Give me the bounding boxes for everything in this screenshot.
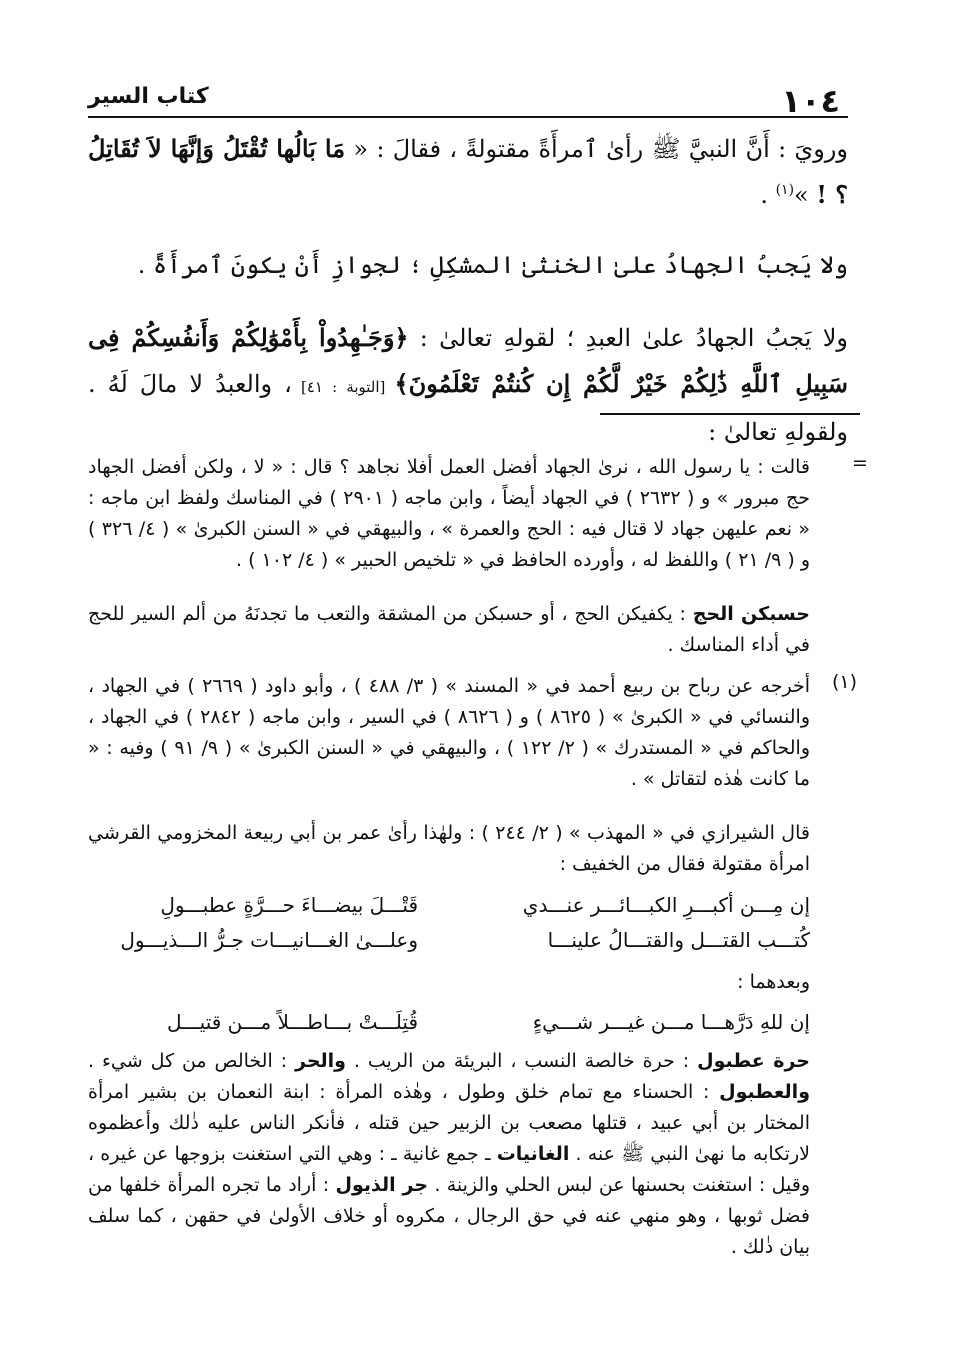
footnote-1-mark: (١) [832, 671, 858, 693]
footnote-ref-1: (١) [775, 182, 795, 198]
p3-intro: ولا يَجبُ الجهادُ علىٰ العبدِ ؛ لقولهِ تعالىٰ : [408, 324, 848, 352]
verse-hemistich: إن للهِ دَرَّهـــا مـــن غيـــر شـــيءٍ [532, 1010, 810, 1034]
gloss-text: ـ جمع غانية ـ : وهي التي استغنت بزوجها عن غيره ، وقيل : استغنت بحسنها عن لبس الحلي والزينة . [88, 1143, 810, 1196]
after-text: وبعدهما : [737, 971, 810, 993]
glossary-notes [88, 1046, 810, 1263]
verse-line-1 [88, 893, 810, 927]
p1-tail: . [760, 181, 776, 209]
verse-line-2 [88, 928, 810, 962]
verse-hemistich: كُتـــب القتـــل والقتـــالُ علينـــا [547, 928, 810, 952]
p1-intro: ورويَ : أَنَّ النبيَّ ﷺ رأىٰ ٱمرأَةً مقتولةً ، فقالَ : « [345, 135, 848, 163]
gloss-term: حسبكن الحج [692, 603, 810, 625]
footnote-1-text: أخرجه عن رباح بن ربيع أحمد في « المسند » ( ٣/ ٤٨٨ ) ، وأبو داود ( ٢٦٦٩ ) في الجهاد ، والنسائي في « الكبرىٰ » ( ٨٦٢٥ ) و ( ٨٦٢٦ ) في السير ، وابن ماجه ( ٢٨٤٢ ) في الجهاد ، والحاكم في « المستدرك » ( ٢/ ١٢٢ ) ، والبيهقي في « السنن الكبرىٰ » ( ٩/ ٩١ ) وفيه : « ما كانت هٰذه لتقاتل » . [88, 675, 810, 790]
gloss-text: : الخالص من كل شيء . [88, 1050, 295, 1072]
verse-hemistich: إن مِـــن أكبـــرِ الكبـــائـــر عنـــدي [522, 893, 810, 917]
p1-quote-end: » [794, 181, 817, 209]
gloss-term: والعطبول [719, 1081, 810, 1103]
book-title: كتاب السير [88, 84, 209, 109]
p3-tail: ، والعبدُ لا مالَ لَهُ . ولقولهِ تعالىٰ : [88, 370, 848, 446]
gloss-text: : الحسناء مع تمام خلق وطول ، وهٰذه المرأة : ابنة النعمان بن بشير امرأة المختار بن أبي عبيد ، قتلها مصعب بن الزبير حين قتله ، فأنكر الناس عليه ذٰلك وأعظموه لارتكابه ما نهىٰ النبي ﷺ عنه . [88, 1081, 810, 1165]
footnote-separator [600, 413, 860, 415]
header-rule [88, 116, 848, 118]
gloss-term: الغانيات [496, 1143, 570, 1165]
shirazi-note [88, 818, 810, 880]
hadith-quote: مَا بَالُها تُقْتَلُ وَإنَّهَا لاَ تُقَاتِلُ ؟ ! [88, 134, 848, 209]
p2-text: ولا يَجبُ الجهادُ علىٰ الخنثىٰ المشكِلِ ؛ لجوازِ أَنْ يكونَ ٱمرأَةً . [137, 251, 848, 279]
after-label [88, 967, 810, 998]
shirazi-text: قال الشيرازي في « المهذب » ( ٢/ ٢٤٤ ) : ولهٰذا رأىٰ عمر بن أبي ربيعة المخزومي القرشي امرأة مقتولة فقال من الخفيف : [88, 822, 810, 875]
verse-hemistich: قَتْـــلَ بيضـــاءَ حـــرَّةٍ عطبـــولِ [160, 893, 418, 917]
gloss-term: حرة عطبول [697, 1050, 810, 1072]
page-number: ١٠٤ [781, 82, 840, 120]
continuation-mark: = [852, 452, 868, 474]
footnote-1 [88, 671, 810, 795]
footnote-continuation [88, 452, 810, 576]
verse-hemistich: وعلـــىٰ الغـــانيـــات جـرُّ الـــذيـــول [120, 928, 418, 952]
gloss-text: : حرة خالصة النسب ، البريئة من الريب . [345, 1050, 698, 1072]
gloss-text: : يكفيكن الحج ، أو حسبكن من المشقة والتعب ما تجدنَهُ من ألم السير للحج في أداء المناسك . [88, 603, 810, 656]
main-paragraph-2 [88, 243, 848, 288]
continuation-text: قالت : يا رسول الله ، نرىٰ الجهاد أفضل العمل أفلا نجاهد ؟ قال : « لا ، ولكن أفضل الجهاد حج مبرور » و ( ٢٦٣٢ ) في الجهاد أيضاً ، وابن ماجه ( ٢٩٠١ ) في المناسك ولفظ ابن ماجه : « نعم عليهن جهاد لا قتال فيه : الحج والعمرة » ، والبيهقي في « السنن الكبرىٰ » ( ٤/ ٣٢٦ ) و ( ٩/ ٢١ ) واللفظ له ، وأورده الحافظ في « تلخيص الحبير » ( ٤/ ١٠٢ ) . [88, 456, 810, 571]
gloss-term: والحر [295, 1050, 346, 1072]
running-header [88, 80, 848, 120]
verse-line-3 [88, 1010, 810, 1044]
verse-reference: [التوبة : ٤١] [291, 378, 395, 396]
gloss-term: جر الذيول [335, 1174, 429, 1196]
verse-hemistich: قُتِلَـــتْ بـــاطـــلاً مـــن قتيـــل [166, 1010, 418, 1034]
gloss-hasbukunna [88, 599, 810, 661]
quran-verse: ﴿وَجَـٰهِدُواْ بِأَمْوَٰلِكُمْ وَأَنفُسِكُمْ فِى سَبِيلِ ٱللَّهِ ذَٰلِكُمْ خَيْرٌ لَّكُمْ إِن كُنتُمْ تَعْلَمُونَ﴾ [88, 323, 848, 398]
main-paragraph-1 [88, 126, 848, 218]
main-paragraph-3 [88, 315, 848, 455]
gloss-text: : أراد ما تجره المرأة خلفها من فضل ثوبها ، وهو منهي عنه في حق الرجال ، مكروه أو خلاف الأولىٰ في حقهن ، كما سلف بيان ذٰلك . [88, 1174, 810, 1258]
